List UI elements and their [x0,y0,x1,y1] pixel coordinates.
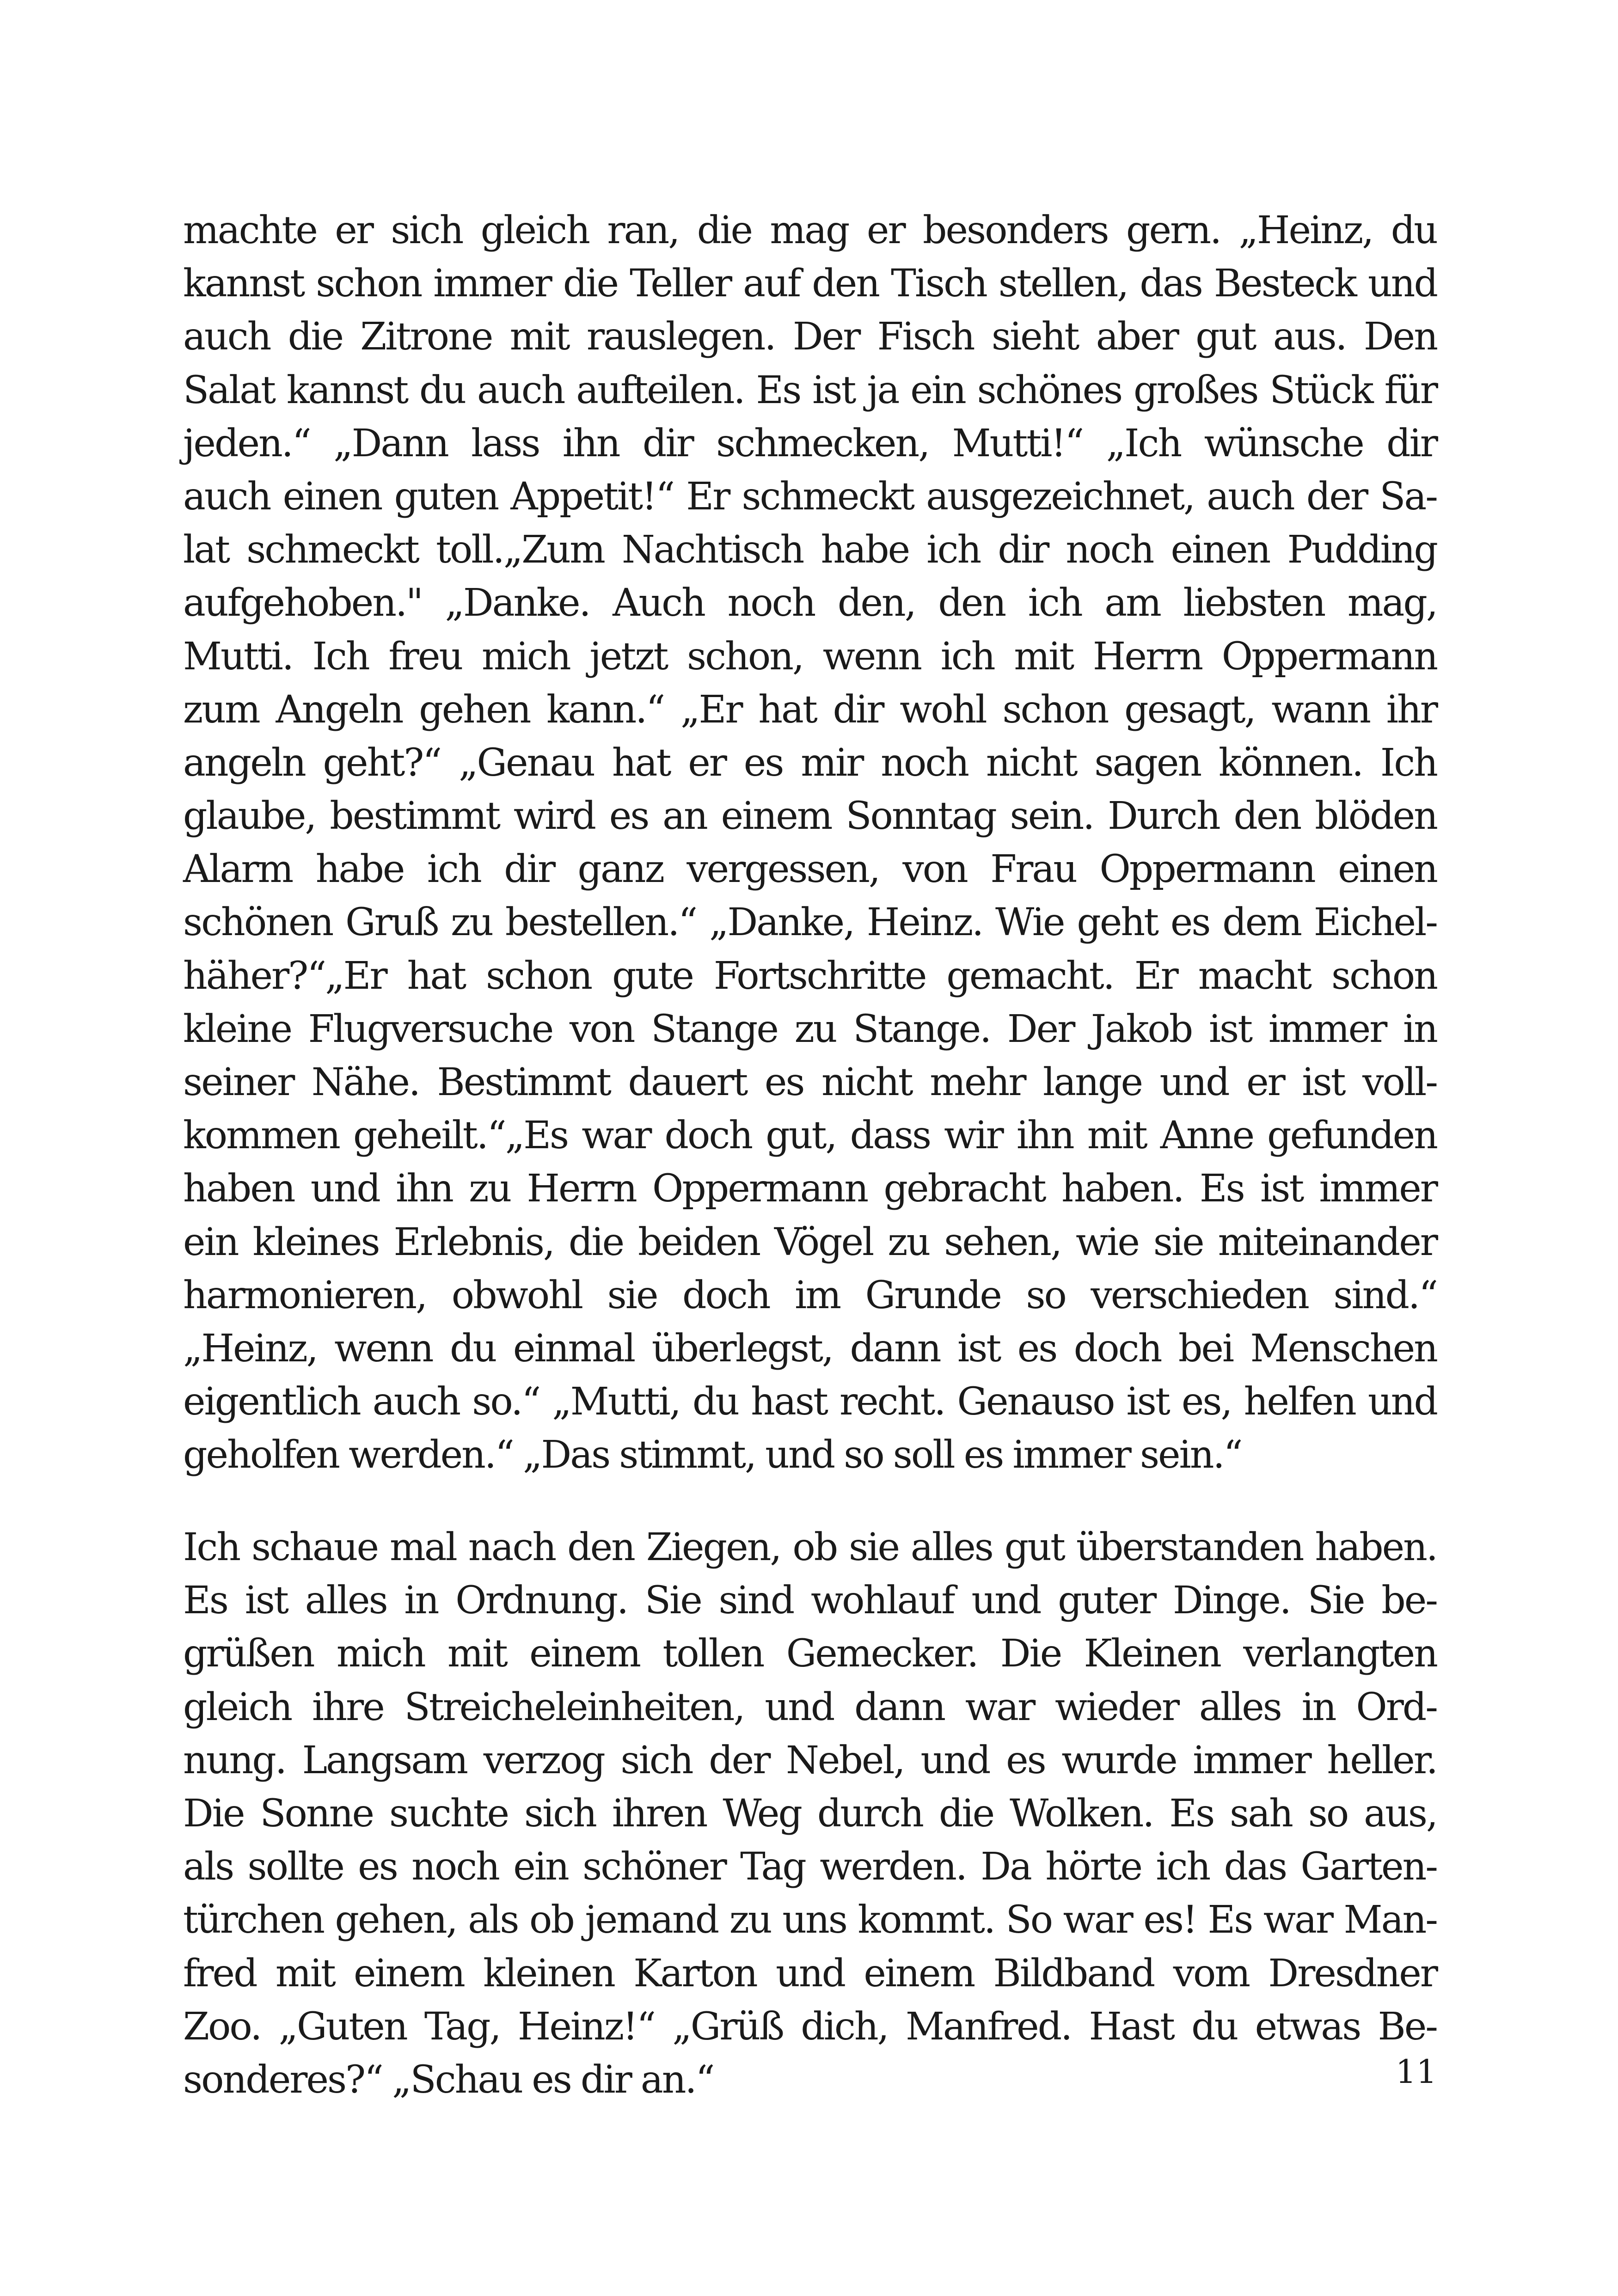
text-line: Mutti. Ich freu mich jetzt schon, wenn ich mit Herrn Oppermann [183,634,1437,679]
text-line: ein kleines Erlebnis, die beiden Vögel zu sehen, wie sie miteinander [183,1220,1437,1264]
text-line: seiner Nähe. Bestimmt dauert es nicht mehr lange und er ist voll- [183,1060,1437,1104]
text-line: angeln geht?“ „Genau hat er es mir noch nicht sagen können. Ich [183,741,1437,785]
text-line: fred mit einem kleinen Karton und einem Bildband vom Dresdner [183,1951,1437,1996]
text-line: glaube, bestimmt wird es an einem Sonntag sein. Durch den blöden [183,794,1437,839]
text-line: Es ist alles in Ordnung. Sie sind wohlauf und guter Dinge. Sie be- [183,1579,1437,1623]
text-line: türchen gehen, als ob jemand zu uns kommt. So war es! Es war Man- [183,1898,1437,1942]
text-line: nung. Langsam verzog sich der Nebel, und es wurde immer heller. [183,1738,1437,1782]
text-line: sonderes?“ „Schau es dir an.“ [183,2057,714,2102]
text-line: grüßen mich mit einem tollen Gemecker. Die Kleinen verlangten [183,1632,1437,1676]
text-line: haben und ihn zu Herrn Oppermann gebracht haben. Es ist immer [183,1167,1437,1211]
text-line: geholfen werden.“ „Das stimmt, und so soll es immer sein.“ [183,1433,1242,1477]
text-line: kleine Flugversuche von Stange zu Stange. Der Jakob ist immer in [183,1007,1437,1051]
text-line: harmonieren, obwohl sie doch im Grunde so verschieden sind.“ [183,1273,1437,1317]
text-line: Ich schaue mal nach den Ziegen, ob sie alles gut überstanden haben. [183,1525,1437,1569]
paragraph [183,1521,1437,2106]
text-line: gleich ihre Streicheleinheiten, und dann war wieder alles in Ord- [183,1685,1437,1729]
text-line: häher?“„Er hat schon gute Fortschritte gemacht. Er macht schon [183,954,1437,998]
text-line: jeden.“ „Dann lass ihn dir schmecken, Mutti!“ „Ich wünsche dir [183,421,1437,465]
text-line: eigentlich auch so.“ „Mutti, du hast recht. Genauso ist es, helfen und [183,1380,1437,1424]
text-line: schönen Gruß zu bestellen.“ „Danke, Heinz. Wie geht es dem Eichel- [183,900,1437,945]
text-line: Salat kannst du auch aufteilen. Es ist ja ein schönes großes Stück für [183,368,1437,412]
text-line: zum Angeln gehen kann.“ „Er hat dir wohl schon gesagt, wann ihr [183,687,1437,732]
text-line: „Heinz, wenn du einmal überlegst, dann ist es doch bei Menschen [183,1326,1437,1371]
text-line: lat schmeckt toll.„Zum Nachtisch habe ich dir noch einen Pudding [183,528,1437,572]
text-line: machte er sich gleich ran, die mag er besonders gern. „Heinz, du [183,208,1437,252]
text-line: Alarm habe ich dir ganz vergessen, von Frau Oppermann einen [183,847,1437,892]
page-number: 11 [1395,2053,1437,2091]
text-line: auch einen guten Appetit!“ Er schmeckt ausgezeichnet, auch der Sa- [183,474,1437,519]
text-line: Zoo. „Guten Tag, Heinz!“ „Grüß dich, Manfred. Hast du etwas Be- [183,2004,1437,2049]
text-line: kommen geheilt.“„Es war doch gut, dass wir ihn mit Anne gefunden [183,1114,1437,1158]
text-line: aufgehoben." „Danke. Auch noch den, den ich am liebsten mag, [183,581,1437,625]
text-line: Die Sonne suchte sich ihren Weg durch die Wolken. Es sah so aus, [183,1791,1437,1836]
paragraph [183,204,1437,1482]
text-line: als sollte es noch ein schöner Tag werden. Da hörte ich das Garten- [183,1845,1437,1889]
text-line: auch die Zitrone mit rauslegen. Der Fisch sieht aber gut aus. Den [183,315,1437,359]
text-line: kannst schon immer die Teller auf den Tisch stellen, das Besteck und [183,262,1437,306]
